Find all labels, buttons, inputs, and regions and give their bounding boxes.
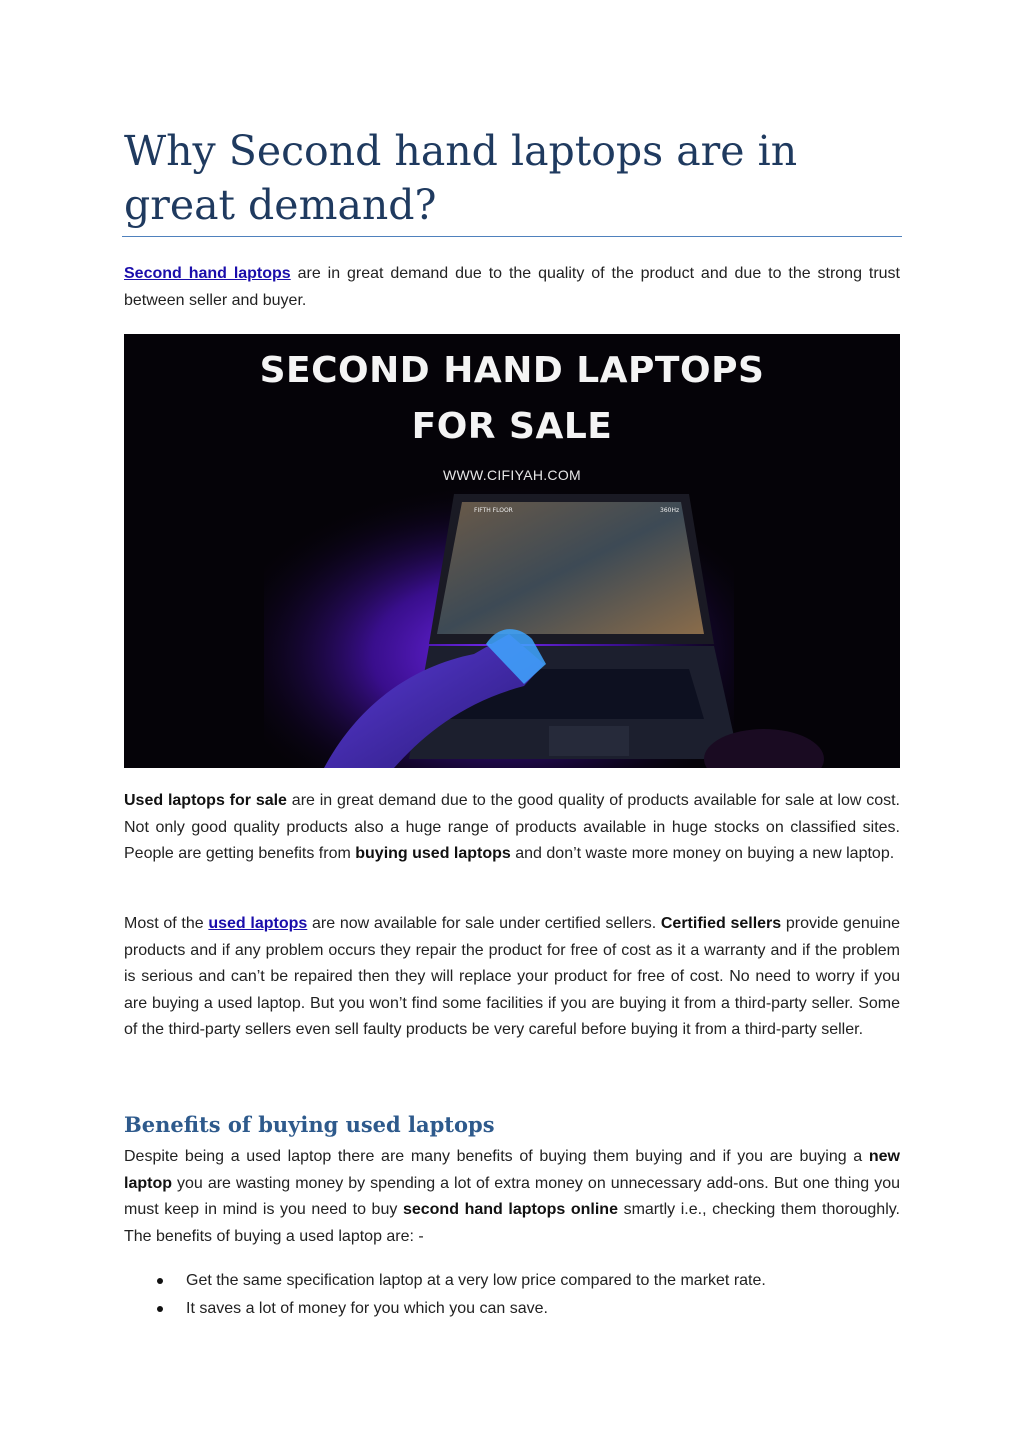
benefits-list (124, 1267, 900, 1323)
bold-second-hand-laptops-online: second hand laptops online (402, 1201, 618, 1219)
hero-headline-line1: SECOND HAND LAPTOPS (259, 350, 765, 391)
paragraph-text: are now available for sale under certified sellers. (307, 915, 661, 932)
hero-headline-line2: FOR SALE (411, 406, 613, 447)
paragraph-used-laptops (124, 788, 900, 868)
hero-url: WWW.CIFIYAH.COM (443, 467, 581, 483)
paragraph-text: smartly i.e., checking them thoroughly. The benefits of buying a used laptop are: - (124, 1201, 901, 1245)
screen-label-right: 360Hz (660, 507, 680, 514)
list-item (124, 1295, 900, 1323)
paragraph-benefits (124, 1144, 900, 1250)
hero-image (124, 334, 900, 768)
page-title: Why Second hand laptops are in great demand? (124, 127, 798, 229)
list-item (124, 1267, 900, 1295)
paragraph-text: provide genuine products and if any problem occurs they repair the product for free of cost as it a warranty and if the problem is serious and can’t be repaired then they will replace your product for free of cost. No need to worry if you are buying a used laptop. But you won’t find some facilities if you are buying it from a third-party seller. Some of the third-party sellers even sell faulty products be very careful before buying it from a third-party seller. (124, 915, 901, 1039)
bold-certified-sellers: Certified sellers (660, 915, 782, 932)
paragraph-text: are in great demand due to the good quality of products available for sale at low cost. Not only good quality products also a huge range of products available in huge stocks on classified sites. People are getting benefits from (124, 792, 901, 863)
bullet-icon (157, 1306, 163, 1312)
paragraph-text: Despite being a used laptop there are many benefits of buying them buying and if you are buying a (124, 1148, 869, 1165)
list-item-text: Get the same specification laptop at a very low price compared to the market rate. (186, 1272, 766, 1289)
paragraph-text: Most of the (124, 915, 209, 932)
paragraph-text: and don’t waste more money on buying a new laptop. (510, 845, 895, 863)
paragraph-certified-sellers (124, 911, 900, 1044)
laptop-illustration (124, 334, 900, 768)
screen-label-left: FIFTH FLOOR (474, 507, 513, 514)
bold-new-laptop: new laptop (124, 1148, 900, 1192)
bullet-icon (157, 1278, 163, 1284)
list-item-text: It saves a lot of money for you which you can save. (186, 1300, 548, 1317)
paragraph-text: you are wasting money by spending a lot of extra money on unnecessary add-ons. But one thing you must keep in mind is you need to buy (124, 1174, 900, 1219)
intro-paragraph (124, 261, 900, 314)
used-laptops-link[interactable]: used laptops (208, 915, 308, 932)
section-heading: Benefits of buying used laptops (124, 1112, 495, 1137)
intro-text: are in great demand due to the quality of the product and due to the strong trust between seller and buyer. (124, 265, 901, 309)
bold-buying-used-laptops: buying used laptops (355, 845, 511, 863)
title-underline (122, 236, 902, 237)
bold-used-laptops-for-sale: Used laptops for sale (124, 792, 287, 809)
second-hand-laptops-link[interactable]: Second hand laptops (124, 265, 291, 282)
